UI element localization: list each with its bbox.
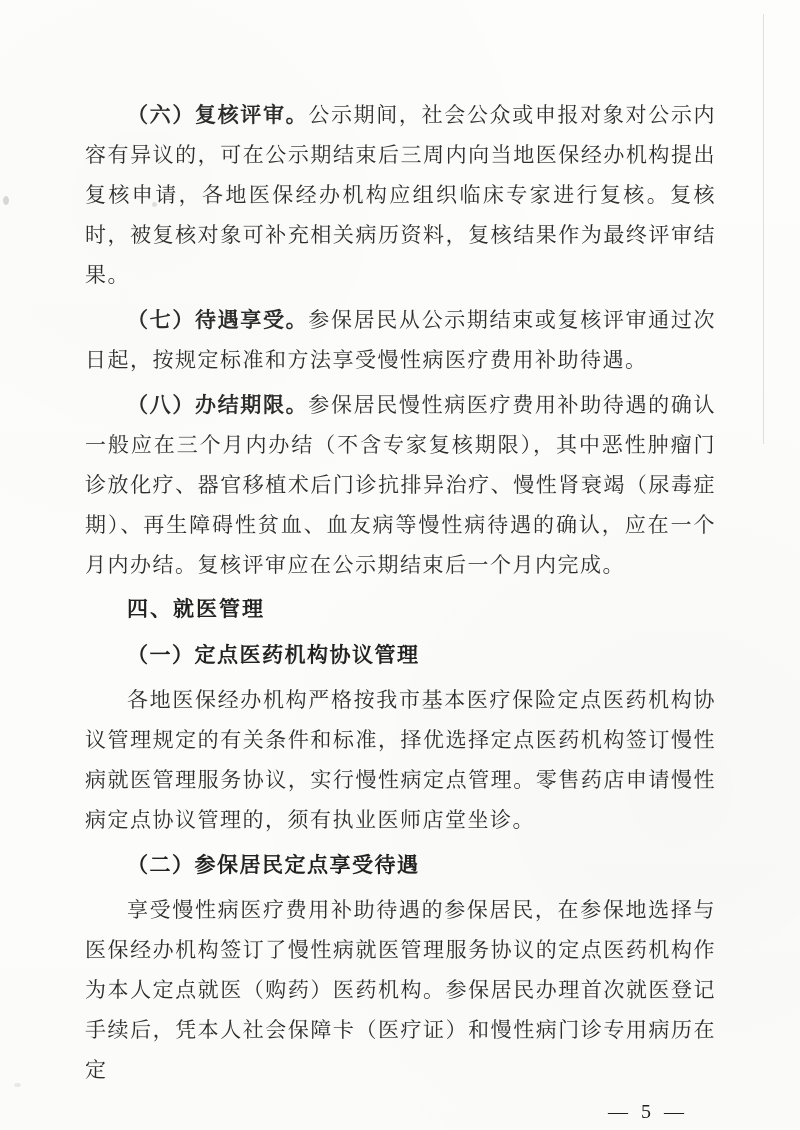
- scan-noise-speck: [14, 1083, 21, 1087]
- subsection-heading-resident-designated-benefits: [85, 845, 716, 885]
- paragraph-lead: （八）办结期限。: [127, 393, 309, 417]
- heading-text: （二）参保居民定点享受待遇: [127, 853, 420, 877]
- paragraph-text: 参保居民慢性病医疗费用补助待遇的确认一般应在三个月内办结（不含专家复核期限），其中恶性肿瘤门诊放化疗、器官移植术后门诊抗排异治疗、慢性肾衰竭（尿毒症期）、再生障碍性贫血、血友病等慢性病待遇的确认，应在一个月内办结。复核评审应在公示期结束后一个月内完成。: [85, 393, 716, 577]
- document-body: [85, 95, 716, 1129]
- paragraph-review-evaluation: [85, 95, 716, 295]
- page-number: — 5 —: [608, 1101, 688, 1123]
- subsection-heading-designated-institution-agreement: [85, 635, 716, 675]
- paragraph-completion-deadline: [85, 385, 716, 585]
- paragraph-institution-selection: [85, 680, 716, 840]
- paragraph-benefit-enjoyment: [85, 300, 716, 380]
- scan-crease-artifact: [763, 14, 764, 444]
- scan-noise-speck: [3, 196, 9, 205]
- paragraph-text: 公示期间，社会公众或申报对象对公示内容有异议的，可在公示期结束后三周内向当地医保经办机构提出复核申请，各地医保经办机构应组织临床专家进行复核。复核时，被复核对象可补充相关病历资料，复核结果作为最终评审结果。: [85, 103, 716, 287]
- paragraph-text: 参保居民从公示期结束或复核评审通过次日起，按规定标准和方法享受慢性病医疗费用补助待遇。: [85, 308, 716, 372]
- paragraph-lead: （六）复核评审。: [127, 103, 309, 127]
- heading-text: （一）定点医药机构协议管理: [127, 643, 420, 667]
- paragraph-lead: （七）待遇享受。: [127, 308, 309, 332]
- section-heading-medical-management: [85, 590, 716, 630]
- paragraph-resident-registration: [85, 890, 716, 1090]
- paragraph-text: 各地医保经办机构严格按我市基本医疗保险定点医药机构协议管理规定的有关条件和标准，择优选择定点医药机构签订慢性病就医管理服务协议，实行慢性病定点管理。零售药店申请慢性病定点协议管理的，须有执业医师店堂坐诊。: [85, 688, 716, 832]
- heading-text: 四、就医管理: [127, 598, 265, 621]
- paragraph-text: 享受慢性病医疗费用补助待遇的参保居民，在参保地选择与医保经办机构签订了慢性病就医管理服务协议的定点医药机构作为本人定点就医（购药）医药机构。参保居民办理首次就医登记手续后，凭本人社会保障卡（医疗证）和慢性病门诊专用病历在定: [85, 898, 716, 1082]
